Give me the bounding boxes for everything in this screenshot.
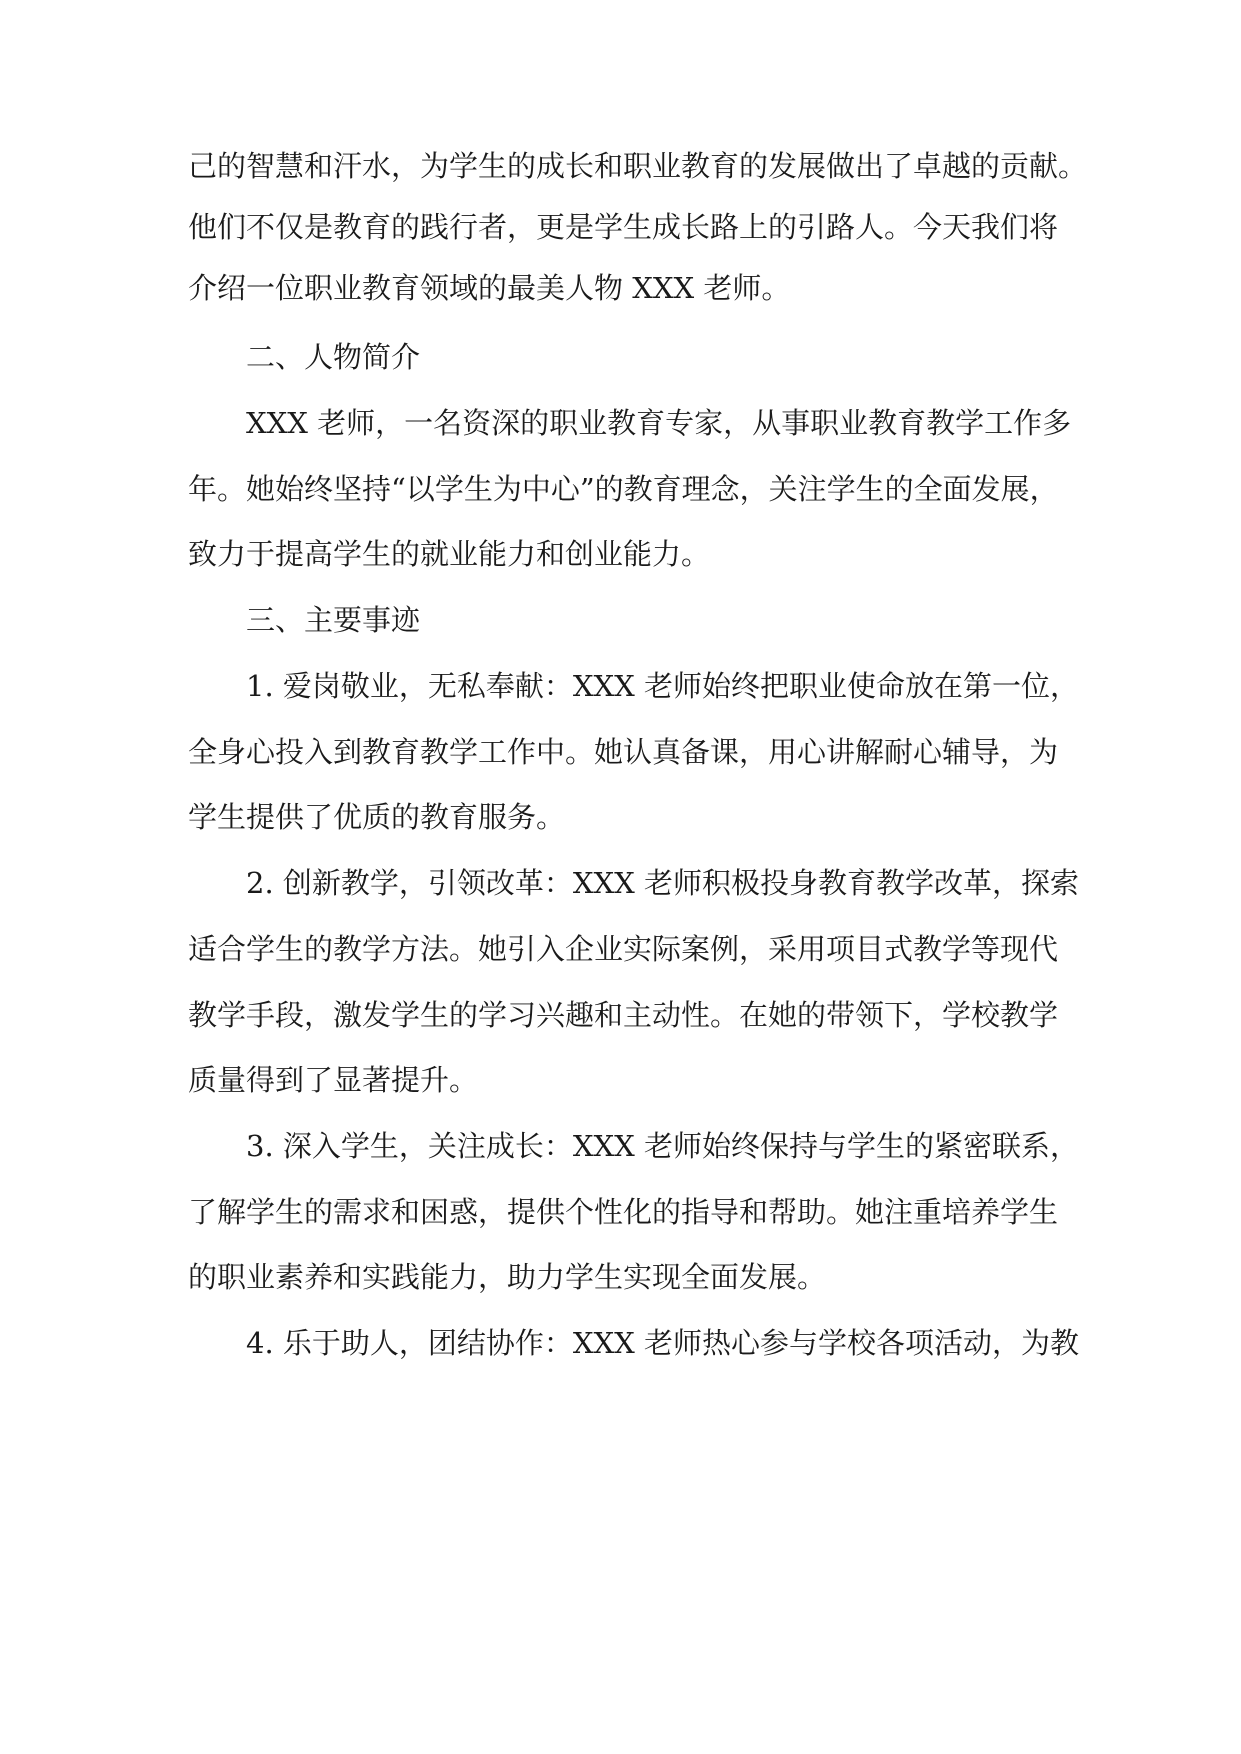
item-1-line-3: 学生提供了优质的教育服务。 xyxy=(188,800,566,834)
paragraph-intro-line-3: 介绍一位职业教育领域的最美人物 XXX 老师。 xyxy=(188,271,791,305)
item-1-line-1: 1. 爱岗敬业，无私奉献：XXX 老师始终把职业使命放在第一位， xyxy=(246,669,1080,703)
item-2-line-1: 2. 创新教学，引领改革：XXX 老师积极投身教育教学改革，探索 xyxy=(246,866,1080,900)
section-heading-achievements: 三、主要事迹 xyxy=(246,603,421,637)
item-2-line-4: 质量得到了显著提升。 xyxy=(188,1063,479,1097)
paragraph-intro-line-2: 他们不仅是教育的践行者，更是学生成长路上的引路人。今天我们将 xyxy=(188,210,1059,244)
item-3-line-2: 了解学生的需求和困惑，提供个性化的指导和帮助。她注重培养学生 xyxy=(188,1195,1059,1229)
paragraph-intro-line-1: 己的智慧和汗水，为学生的成长和职业教育的发展做出了卓越的贡献。 xyxy=(188,149,1088,183)
item-2-line-2: 适合学生的教学方法。她引入企业实际案例，采用项目式教学等现代 xyxy=(188,932,1059,966)
paragraph-profile-line-2: 年。她始终坚持“以学生为中心”的教育理念，关注学生的全面发展， xyxy=(188,472,1059,506)
paragraph-profile-line-1: XXX 老师，一名资深的职业教育专家，从事职业教育教学工作多 xyxy=(246,406,1072,440)
item-3-line-3: 的职业素养和实践能力，助力学生实现全面发展。 xyxy=(188,1260,827,1294)
section-heading-profile: 二、人物简介 xyxy=(246,340,421,374)
item-3-line-1: 3. 深入学生，关注成长：XXX 老师始终保持与学生的紧密联系， xyxy=(246,1129,1080,1163)
item-2-line-3: 教学手段，激发学生的学习兴趣和主动性。在她的带领下，学校教学 xyxy=(188,998,1059,1032)
item-1-line-2: 全身心投入到教育教学工作中。她认真备课，用心讲解耐心辅导，为 xyxy=(188,735,1059,769)
paragraph-profile-line-3: 致力于提高学生的就业能力和创业能力。 xyxy=(188,537,711,571)
item-4-line-1: 4. 乐于助人，团结协作：XXX 老师热心参与学校各项活动，为教 xyxy=(246,1326,1080,1360)
